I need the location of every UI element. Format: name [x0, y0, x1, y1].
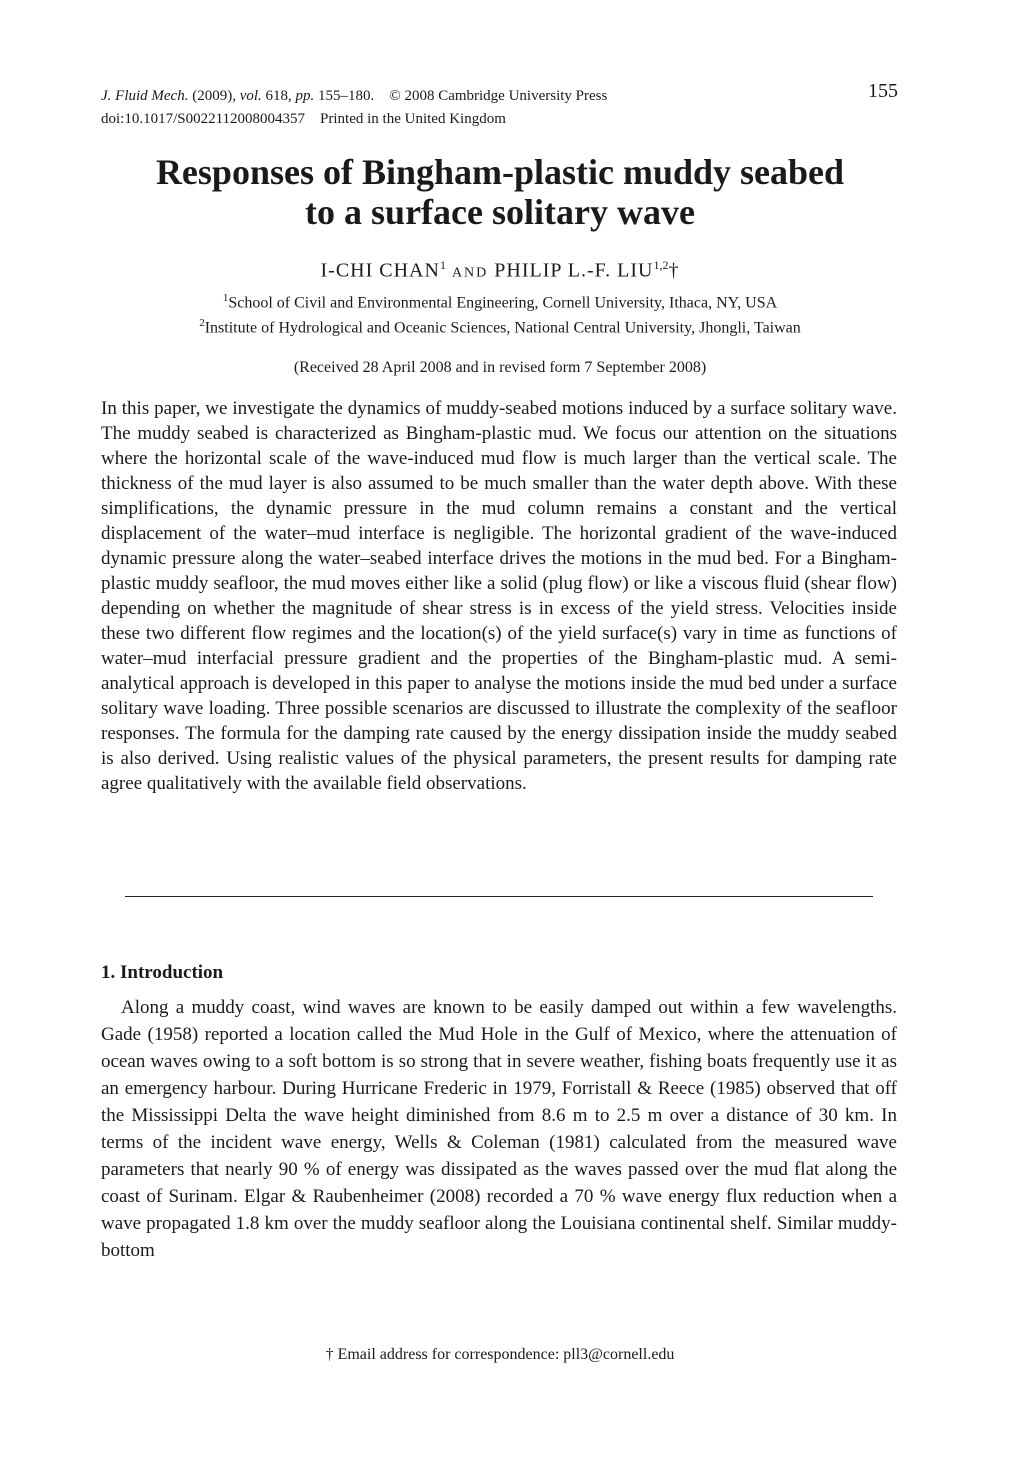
journal-name: J. Fluid Mech. [101, 88, 189, 104]
author-1-affiliation: 1 [439, 258, 446, 272]
section-heading: 1. Introduction [101, 962, 224, 983]
author-list [0, 258, 1000, 283]
doi-line [101, 108, 607, 131]
journal-header [101, 85, 607, 131]
title-line-2: to a surface solitary wave [305, 192, 695, 232]
affiliation-1-text: School of Civil and Environmental Engineering, Cornell University, Ithaca, NY, USA [228, 294, 778, 312]
page-number: 155 [868, 80, 898, 102]
title-line-1: Responses of Bingham-plastic muddy seabed [155, 152, 845, 192]
journal-year: (2009), [192, 88, 236, 104]
author-2: PHILIP L.-F. LIU [494, 259, 654, 282]
abstract: In this paper, we investigate the dynamics of muddy-seabed motions induced by a surface solitary wave. The muddy seabed is characterized as Bingham-plastic mud. We focus our attention on the situations where the horizontal scale of the wave-induced mud flow is much larger than the vertical scale. The thickness of the mud layer is also assumed to be much smaller than the water depth above. With these simplifications, the dynamic pressure in the mud column remains a constant and the vertical displacement of the water–mud interface is negligible. The horizontal gradient of the wave-induced dynamic pressure along the water–seabed interface drives the motions in the mud bed. For a Bingham-plastic muddy seafloor, the mud moves either like a solid (plug flow) or like a viscous fluid (shear flow) depending on whether the magnitude of shear stress is in excess of the yield stress. Velocities inside these two different flow regimes and the location(s) of the yield surface(s) vary in time as functions of water–mud interfacial pressure gradient and the properties of the Bingham-plastic mud. A semi-analytical approach is developed in this paper to analyse the motions inside the mud bed under a surface solitary wave loading. Three possible scenarios are discussed to illustrate the complexity of the seafloor responses. The formula for the damping rate caused by the energy dissipation inside the muddy seabed is also derived. Using realistic values of the physical parameters, the present results for damping rate agree qualitatively with the available field observations. [101, 398, 897, 794]
paper-title [0, 152, 1000, 232]
printed-notice: Printed in the United Kingdom [320, 111, 506, 127]
author-conjunction: AND [451, 265, 489, 281]
journal-pages: 155–180. [318, 88, 375, 104]
volume-label: vol. [239, 88, 262, 104]
author-1: I-CHI CHAN [320, 259, 440, 282]
abstract-divider [125, 896, 873, 897]
author-2-affiliation: 1,2 [653, 258, 669, 272]
journal-volume: 618, [265, 88, 292, 104]
copyright-notice: © 2008 Cambridge University Press [389, 88, 608, 104]
dagger-mark: † [668, 259, 680, 282]
introduction-paragraph: Along a muddy coast, wind waves are known to be easily damped out within a few wavelengths. Gade (1958) reported a location called the Mud Hole in the Gulf of Mexico, where the attenuation of ocean waves owing to a soft bottom is so strong that in severe weather, fishing boats frequently use it as an emergency harbour. During Hurricane Frederic in 1979, Forristall & Reece (1985) observed that off the Mississippi Delta the wave height diminished from 8.6 m to 2.5 m over a distance of 30 km. In terms of the incident wave energy, Wells & Coleman (1981) calculated from the measured wave parameters that nearly 90 % of energy was dissipated as the waves passed over the mud flat along the coast of Surinam. Elgar & Raubenheimer (2008) recorded a 70 % wave energy flux reduction when a wave propagated 1.8 km over the muddy seafloor along the Louisiana continental shelf. Similar muddy-bottom [101, 997, 897, 1261]
affiliation-2-mark: 2 [199, 317, 205, 329]
footnote: † Email address for correspondence: pll3@cornell.edu [325, 1346, 675, 1363]
pages-label: pp. [295, 88, 315, 104]
received-dates: (Received 28 April 2008 and in revised form 7 September 2008) [293, 359, 707, 376]
affiliation-2 [0, 317, 1000, 337]
affiliation-1 [0, 292, 1000, 312]
affiliation-1-mark: 1 [222, 292, 229, 304]
citation-line [101, 85, 607, 108]
affiliation-2-text: Institute of Hydrological and Oceanic Sciences, National Central University, Jhongli, Taiwan [204, 319, 801, 337]
doi: doi:10.1017/S0022112008004357 [101, 111, 306, 127]
